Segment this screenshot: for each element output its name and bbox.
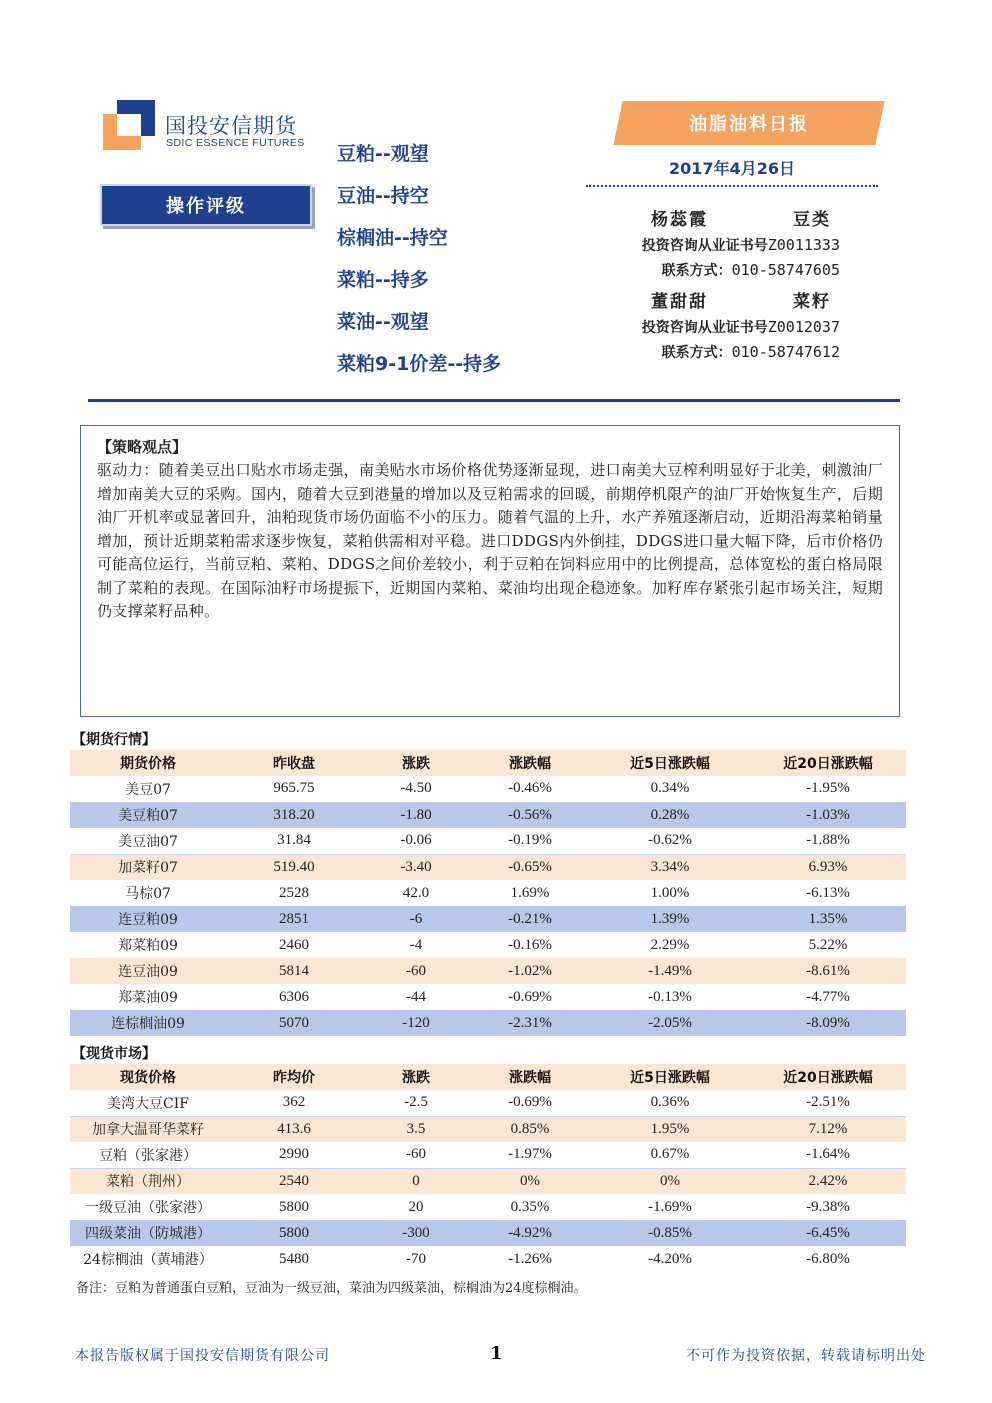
change-5d-cell: 0%: [590, 1168, 750, 1194]
change-20d-cell: -2.51%: [750, 1090, 906, 1116]
analyst-contact: [662, 342, 840, 362]
spot-title: 【现货市场】: [72, 1046, 156, 1062]
change-5d-cell: -2.05%: [590, 1010, 750, 1036]
change-pct-cell: -0.69%: [470, 1090, 590, 1116]
change-5d-cell: 0.67%: [590, 1142, 750, 1168]
change-5d-cell: 0.36%: [590, 1090, 750, 1116]
close-cell: 2990: [226, 1142, 362, 1168]
rating-item: 菜粕--持多: [337, 269, 429, 291]
change-cell: -6: [362, 906, 470, 932]
table-row: [70, 1168, 906, 1194]
change-cell: -2.5: [362, 1090, 470, 1116]
row-name-cell: 美豆07: [70, 776, 226, 802]
table-header-row: [70, 750, 906, 776]
change-pct-cell: -0.19%: [470, 828, 590, 854]
change-5d-cell: 1.95%: [590, 1116, 750, 1142]
column-header: 涨跌幅: [470, 1064, 590, 1090]
table-row: [70, 906, 906, 932]
change-pct-cell: -0.46%: [470, 776, 590, 802]
footer-copyright: 本报告版权属于国投安信期货有限公司: [75, 1348, 330, 1364]
column-header: 昨收盘: [226, 750, 362, 776]
close-cell: 5800: [226, 1220, 362, 1246]
change-5d-cell: 0.28%: [590, 802, 750, 828]
change-cell: -4: [362, 932, 470, 958]
strategy-title: 【策略观点】: [97, 438, 188, 456]
row-name-cell: 连豆油09: [70, 958, 226, 984]
row-name-cell: 郑菜油09: [70, 984, 226, 1010]
table-row: [70, 802, 906, 828]
table-note: 备注：豆粕为普通蛋白豆粕，豆油为一级豆油，菜油为四级菜油，棕榈油为24度棕榈油。: [76, 1281, 587, 1296]
change-cell: 20: [362, 1194, 470, 1220]
dotted-divider: [586, 185, 878, 187]
change-pct-cell: 1.69%: [470, 880, 590, 906]
change-20d-cell: 7.12%: [750, 1116, 906, 1142]
change-20d-cell: 5.22%: [750, 932, 906, 958]
change-5d-cell: 0.34%: [590, 776, 750, 802]
change-5d-cell: -1.49%: [590, 958, 750, 984]
table-row: [70, 1010, 906, 1036]
change-20d-cell: -1.88%: [750, 828, 906, 854]
row-name-cell: 24棕榈油（黄埔港）: [70, 1246, 226, 1272]
column-header: 现货价格: [70, 1064, 226, 1090]
spot-table: [70, 1064, 906, 1272]
row-name-cell: 连豆粕09: [70, 906, 226, 932]
header-divider: [88, 399, 900, 402]
table-row: [70, 984, 906, 1010]
change-pct-cell: -0.65%: [470, 854, 590, 880]
row-name-cell: 马棕07: [70, 880, 226, 906]
change-20d-cell: -6.45%: [750, 1220, 906, 1246]
change-pct-cell: -0.69%: [470, 984, 590, 1010]
change-20d-cell: -8.61%: [750, 958, 906, 984]
close-cell: 519.40: [226, 854, 362, 880]
table-row: [70, 932, 906, 958]
change-cell: -44: [362, 984, 470, 1010]
strategy-body: 驱动力：随着美豆出口贴水市场走强，南美贴水市场价格优势逐渐显现，进口南美大豆榨利明显好于北美，刺激油厂增加南美大豆的采购。国内，随着大豆到港量的增加以及豆粕需求的回暖，前期停机限产的油厂开始恢复生产，后期油厂开机率或显著回升，油粕现货市场仍面临不小的压力。随着气温的上升，水产养殖逐渐启动，近期沿海菜粕销量增加，预计近期菜粕需求逐步恢复，菜粕供需相对平稳。进口DDGS内外倒挂，DDGS进口量大幅下降，后市价格仍可能高位运行，当前豆粕、菜粕、DDGS之间价差较小，利于豆粕在饲料应用中的比例提高，总体宽松的蛋白格局限制了菜粕的表现。在国际油籽市场提振下，近期国内菜粕、菜油均出现企稳迹象。加籽库存紧张引起市场关注，短期仍支撑菜籽品种。: [97, 461, 883, 620]
column-header: 近5日涨跌幅: [590, 750, 750, 776]
close-cell: 5480: [226, 1246, 362, 1272]
column-header: 近20日涨跌幅: [750, 750, 906, 776]
change-5d-cell: 1.39%: [590, 906, 750, 932]
rating-item: 菜粕9-1价差--持多: [337, 353, 502, 375]
table-row: [70, 880, 906, 906]
change-pct-cell: -0.56%: [470, 802, 590, 828]
change-20d-cell: -9.38%: [750, 1194, 906, 1220]
change-20d-cell: -1.64%: [750, 1142, 906, 1168]
change-pct-cell: 0.35%: [470, 1194, 590, 1220]
column-header: 涨跌幅: [470, 750, 590, 776]
rating-badge: 操作评级: [100, 184, 312, 226]
change-20d-cell: -4.77%: [750, 984, 906, 1010]
analyst-field: 菜籽: [793, 292, 831, 312]
close-cell: 31.84: [226, 828, 362, 854]
close-cell: 318.20: [226, 802, 362, 828]
rating-item: 豆油--持空: [337, 185, 429, 207]
row-name-cell: 豆粕（张家港）: [70, 1142, 226, 1168]
table-row: [70, 828, 906, 854]
contact-label: 联系方式：: [661, 345, 732, 361]
footer-disclaimer: 不可作为投资依据，转载请标明出处: [686, 1348, 926, 1364]
table-row: [70, 1142, 906, 1168]
change-pct-cell: -0.16%: [470, 932, 590, 958]
change-cell: 42.0: [362, 880, 470, 906]
table-row: [70, 1246, 906, 1272]
cert-label: 投资咨询从业证书号: [641, 320, 768, 336]
page-number: 1: [490, 1343, 503, 1364]
column-header: 近20日涨跌幅: [750, 1064, 906, 1090]
company-logo: [103, 100, 333, 150]
change-20d-cell: -8.09%: [750, 1010, 906, 1036]
row-name-cell: 连棕榈油09: [70, 1010, 226, 1036]
close-cell: 2460: [226, 932, 362, 958]
row-name-cell: 四级菜油（防城港）: [70, 1220, 226, 1246]
column-header: 昨均价: [226, 1064, 362, 1090]
close-cell: 2851: [226, 906, 362, 932]
change-5d-cell: -0.62%: [590, 828, 750, 854]
ratings-list: [337, 140, 501, 392]
cert-label: 投资咨询从业证书号: [641, 238, 768, 254]
close-cell: 362: [226, 1090, 362, 1116]
change-cell: 0: [362, 1168, 470, 1194]
cert-number: Z0011333: [767, 236, 840, 254]
change-cell: -60: [362, 1142, 470, 1168]
analyst-name: 董甜甜: [651, 292, 708, 312]
rating-item: 棕榈油--持空: [337, 227, 448, 249]
close-cell: 2528: [226, 880, 362, 906]
column-header: 近5日涨跌幅: [590, 1064, 750, 1090]
change-5d-cell: -0.85%: [590, 1220, 750, 1246]
close-cell: 5070: [226, 1010, 362, 1036]
change-cell: -60: [362, 958, 470, 984]
change-5d-cell: 3.34%: [590, 854, 750, 880]
change-pct-cell: -2.31%: [470, 1010, 590, 1036]
change-cell: 3.5: [362, 1116, 470, 1142]
strategy-box: [80, 425, 900, 717]
change-pct-cell: -4.92%: [470, 1220, 590, 1246]
change-pct-cell: -1.97%: [470, 1142, 590, 1168]
analyst-field: 豆类: [793, 210, 831, 230]
change-cell: -70: [362, 1246, 470, 1272]
analyst-cert: [642, 235, 840, 255]
change-cell: -4.50: [362, 776, 470, 802]
table-row: [70, 1220, 906, 1246]
close-cell: 965.75: [226, 776, 362, 802]
change-pct-cell: 0%: [470, 1168, 590, 1194]
phone-number: 010-58747612: [731, 343, 840, 361]
column-header: 涨跌: [362, 750, 470, 776]
close-cell: 5814: [226, 958, 362, 984]
change-cell: -3.40: [362, 854, 470, 880]
logo-name-cn: 国投安信期货: [165, 114, 297, 138]
analyst-cert: [642, 317, 840, 337]
change-5d-cell: -4.20%: [590, 1246, 750, 1272]
change-cell: -1.80: [362, 802, 470, 828]
change-20d-cell: 1.35%: [750, 906, 906, 932]
table-row: [70, 776, 906, 802]
rating-item: 菜油--观望: [337, 311, 429, 333]
change-cell: -300: [362, 1220, 470, 1246]
close-cell: 5800: [226, 1194, 362, 1220]
change-5d-cell: -0.13%: [590, 984, 750, 1010]
change-20d-cell: -1.95%: [750, 776, 906, 802]
row-name-cell: 加菜籽07: [70, 854, 226, 880]
table-row: [70, 958, 906, 984]
change-20d-cell: 6.93%: [750, 854, 906, 880]
change-5d-cell: 2.29%: [590, 932, 750, 958]
close-cell: 2540: [226, 1168, 362, 1194]
change-5d-cell: 1.00%: [590, 880, 750, 906]
change-pct-cell: -0.21%: [470, 906, 590, 932]
table-header-row: [70, 1064, 906, 1090]
contact-label: 联系方式：: [661, 263, 732, 279]
row-name-cell: 美豆粕07: [70, 802, 226, 828]
report-date: 2017年4月26日: [669, 159, 795, 178]
change-20d-cell: -6.80%: [750, 1246, 906, 1272]
analyst-contact: [662, 260, 840, 280]
phone-number: 010-58747605: [731, 261, 840, 279]
rating-item: 豆粕--观望: [337, 143, 429, 165]
cert-number: Z0012037: [767, 318, 840, 336]
table-row: [70, 854, 906, 880]
futures-title: 【期货行情】: [72, 732, 156, 748]
row-name-cell: 一级豆油（张家港）: [70, 1194, 226, 1220]
close-cell: 6306: [226, 984, 362, 1010]
change-pct-cell: 0.85%: [470, 1116, 590, 1142]
row-name-cell: 郑菜粕09: [70, 932, 226, 958]
logo-name-en: SDIC ESSENCE FUTURES: [166, 137, 305, 149]
table-row: [70, 1116, 906, 1142]
table-row: [70, 1194, 906, 1220]
change-20d-cell: 2.42%: [750, 1168, 906, 1194]
change-pct-cell: -1.02%: [470, 958, 590, 984]
change-cell: -0.06: [362, 828, 470, 854]
table-row: [70, 1090, 906, 1116]
logo-mark-icon: [103, 100, 155, 150]
change-5d-cell: -1.69%: [590, 1194, 750, 1220]
column-header: 涨跌: [362, 1064, 470, 1090]
row-name-cell: 加拿大温哥华菜籽: [70, 1116, 226, 1142]
change-pct-cell: -1.26%: [470, 1246, 590, 1272]
column-header: 期货价格: [70, 750, 226, 776]
close-cell: 413.6: [226, 1116, 362, 1142]
futures-table: [70, 750, 906, 1036]
change-cell: -120: [362, 1010, 470, 1036]
row-name-cell: 美湾大豆CIF: [70, 1090, 226, 1116]
report-title: 油脂油料日报: [689, 114, 809, 135]
change-20d-cell: -6.13%: [750, 880, 906, 906]
analyst-name: 杨蕊霞: [651, 210, 708, 230]
change-20d-cell: -1.03%: [750, 802, 906, 828]
row-name-cell: 美豆油07: [70, 828, 226, 854]
row-name-cell: 菜粕（荆州）: [70, 1168, 226, 1194]
